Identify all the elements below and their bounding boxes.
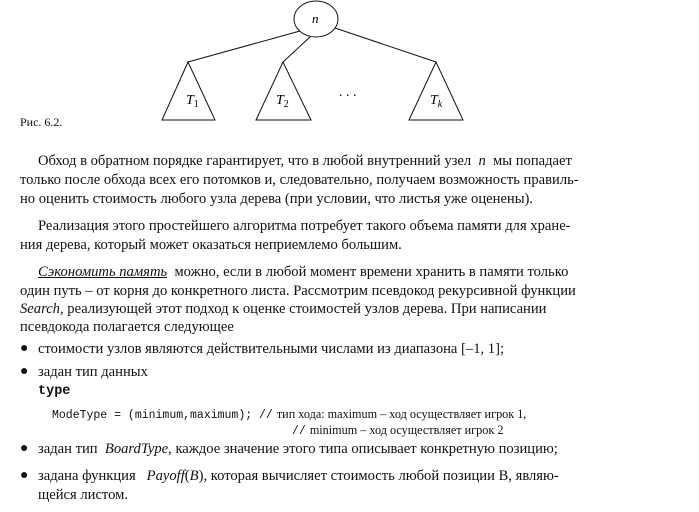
- bullet-3-text-a: задан тип: [38, 441, 98, 457]
- subtree-k-label: $T_k$: [430, 93, 443, 110]
- bullet-4-fn: Payoff: [146, 468, 185, 484]
- para3-line1: [38, 263, 568, 282]
- para3-text-b: , реализующей этот подход к оценке стоимостей узлов дерева. При написании: [59, 301, 547, 317]
- para1-text-b: мы попадает: [493, 153, 572, 169]
- figure-caption: Рис. 6.2.: [20, 115, 63, 129]
- code-comment-2: minimum – ход осуществляет игрок 2: [309, 423, 504, 437]
- bullet-3-text-b: , каждое значение этого типа описывает конкретную позицию;: [168, 441, 558, 457]
- subtree-1-label: $T_1$: [186, 93, 199, 110]
- bullet-dot-1: ●: [20, 341, 29, 356]
- code-slashes: //: [292, 425, 306, 438]
- para1-var: n: [478, 153, 486, 169]
- bullet-4-var: B: [189, 468, 199, 484]
- bullet-dot-2: ●: [20, 364, 29, 379]
- para2-line2: ния дерева, который может оказаться неприемлемо большим.: [20, 237, 402, 253]
- subtree-1: [162, 62, 215, 120]
- edge-2: [283, 37, 310, 62]
- bullet-4-text-a: задана функция: [38, 468, 136, 484]
- subtree-2-label: $T_2$: [276, 93, 289, 110]
- para3-text-a: можно, если в любой момент времени хранить в памяти только: [174, 264, 569, 280]
- bullet-3-type: BoardType: [104, 441, 169, 457]
- edge-1: [188, 31, 300, 62]
- bullet-dot-3: ●: [20, 441, 29, 456]
- code-keyword-type: type: [38, 384, 71, 399]
- subtree-k: [409, 62, 463, 120]
- para3-line3: [20, 300, 547, 319]
- code-line-2: [292, 421, 503, 439]
- edge-k: [335, 28, 436, 62]
- para3-search-fn: Search: [20, 301, 60, 317]
- para3-line2: один путь – от корня до конкретного листа. Рассмотрим псевдокод рекурсивной функции: [20, 283, 576, 299]
- subtree-2: [256, 62, 311, 120]
- bullet-4-line2: щейся листом.: [38, 487, 129, 503]
- bullet-4-paren-close: ): [198, 468, 204, 484]
- bullet-4: [38, 467, 559, 486]
- bullet-4-paren-open: (: [184, 468, 190, 484]
- code-modetype: ModeType = (minimum,maximum); //: [52, 409, 273, 422]
- para2-line1: Реализация этого простейшего алгоритма потребует такого объема памяти для хране-: [38, 218, 571, 234]
- para3-underlined: Сэкономить память: [38, 264, 168, 280]
- tree-figure: [0, 0, 699, 130]
- bullet-3: [38, 440, 558, 459]
- para1-text-a: Обход в обратном порядке гарантирует, что в любой внутренний узел: [38, 153, 472, 169]
- para3-line4: псевдокода полагается следующее: [20, 319, 234, 335]
- ellipsis: . . .: [339, 85, 357, 100]
- para1-line3: но оценить стоимость любого узла дерева (при условии, что листья уже оценены).: [20, 191, 534, 207]
- para1-line2: только после обхода всех его потомков и, следовательно, получаем возможность правиль-: [20, 172, 579, 188]
- para1-line1: [38, 152, 572, 171]
- bullet-2: задан тип данных: [38, 364, 148, 380]
- bullet-1: стоимости узлов являются действительными числами из диапазона [–1, 1];: [38, 341, 505, 357]
- root-label: n: [312, 11, 319, 26]
- bullet-4-text-b: , которая вычисляет стоимость любой позиции B, являю-: [203, 468, 559, 484]
- bullet-dot-4: ●: [20, 468, 29, 483]
- code-comment-1: тип хода: maximum – ход осуществляет игрок 1,: [276, 407, 527, 421]
